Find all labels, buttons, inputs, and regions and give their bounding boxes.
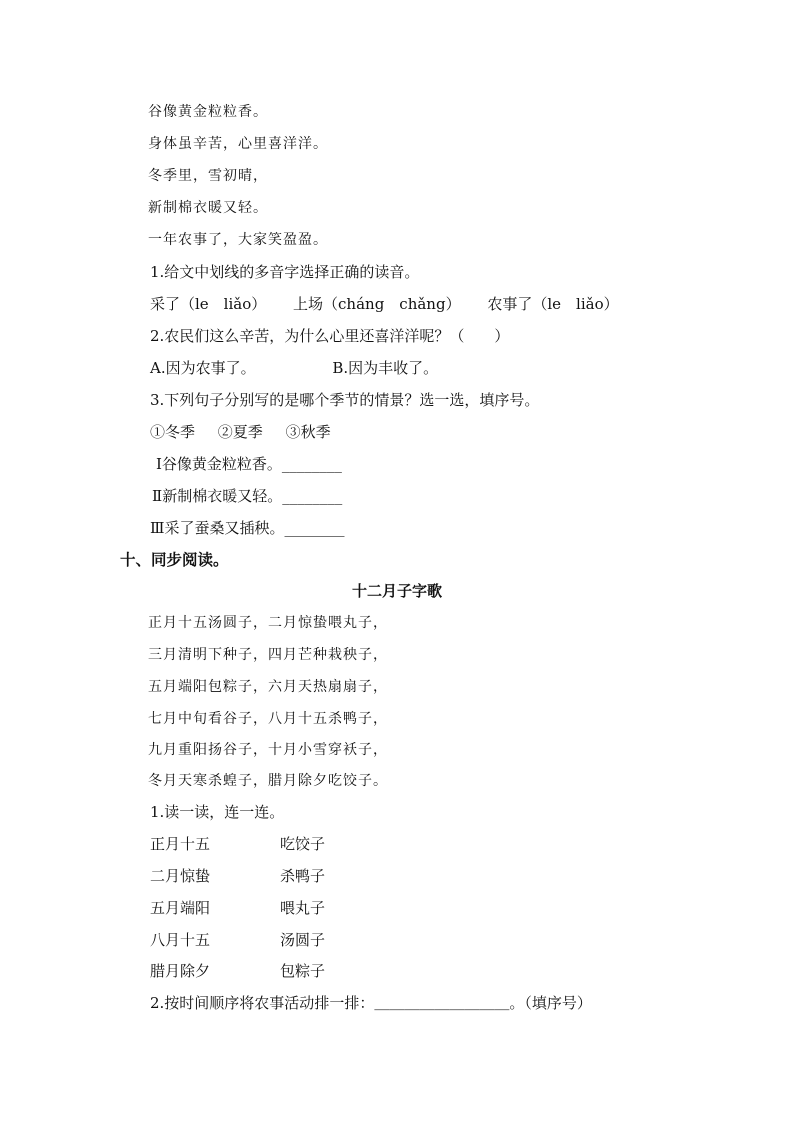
match-left-item: 五月端阳 [150, 899, 211, 917]
season-item: Ⅰ谷像黄金粒粒香。________ [156, 455, 342, 473]
order-prompt: 2.按时间顺序将农事活动排一排：＿＿＿＿＿＿＿＿＿。（填序号） [150, 994, 592, 1012]
poem-line: 谷像黄金粒粒香。 [148, 104, 268, 120]
poem-line: 身体虽辛苦，心里喜洋洋。 [148, 136, 328, 152]
question-1-options [150, 294, 619, 314]
reading-title: 十二月子字歌 [351, 582, 442, 600]
song-line: 九月重阳扬谷子，十月小雪穿袄子， [148, 742, 388, 758]
pinyin-option: 上场（cháng chǎng） [293, 295, 461, 313]
section-heading: 十、同步阅读。 [120, 551, 229, 569]
song-line: 三月清明下种子，四月芒种栽秧子， [148, 647, 388, 663]
pinyin-option: 采了（le liǎo） [150, 295, 267, 313]
match-left-item: 二月惊蛰 [150, 867, 211, 885]
season-choice: ②夏季 [217, 423, 263, 441]
season-choices [150, 422, 331, 442]
match-right-item: 吃饺子 [280, 835, 326, 853]
poem-line: 冬季里，雪初晴， [148, 168, 268, 184]
match-right-item: 喂丸子 [280, 899, 326, 917]
match-prompt: 1.读一读，连一连。 [150, 803, 285, 821]
season-choice: ③秋季 [285, 423, 331, 441]
question-3-prompt: 3.下列句子分别写的是哪个季节的情景？选一选，填序号。 [150, 391, 540, 409]
poem-line: 一年农事了，大家笑盈盈。 [148, 232, 328, 248]
season-item: Ⅲ采了蚕桑又插秧。________ [150, 519, 345, 537]
season-choice: ①冬季 [150, 423, 196, 441]
song-line: 冬月天寒杀蝗子，腊月除夕吃饺子。 [148, 773, 388, 789]
season-item: Ⅱ新制棉衣暖又轻。________ [152, 487, 343, 505]
question-1-prompt: 1.给文中划线的多音字选择正确的读音。 [150, 263, 420, 281]
option-b: B.因为丰收了。 [332, 359, 439, 377]
match-left-item: 腊月除夕 [150, 962, 211, 980]
pinyin-option: 农事了（le liǎo） [487, 295, 619, 313]
match-right-item: 包粽子 [280, 962, 326, 980]
match-right-item: 汤圆子 [280, 931, 326, 949]
song-line: 五月端阳包粽子，六月天热扇扇子， [148, 679, 388, 695]
song-line: 正月十五汤圆子，二月惊蛰喂丸子， [148, 615, 388, 631]
poem-line: 新制棉衣暖又轻。 [148, 200, 268, 216]
option-a: A.因为农事了。 [150, 359, 256, 377]
song-line: 七月中旬看谷子，八月十五杀鸭子， [148, 711, 388, 727]
match-left-item: 八月十五 [150, 931, 211, 949]
match-right-item: 杀鸭子 [280, 867, 326, 885]
question-2-options [150, 358, 438, 378]
question-2-prompt: 2.农民们这么辛苦，为什么心里还喜洋洋呢？（ ） [150, 327, 510, 345]
match-left-item: 正月十五 [150, 835, 211, 853]
